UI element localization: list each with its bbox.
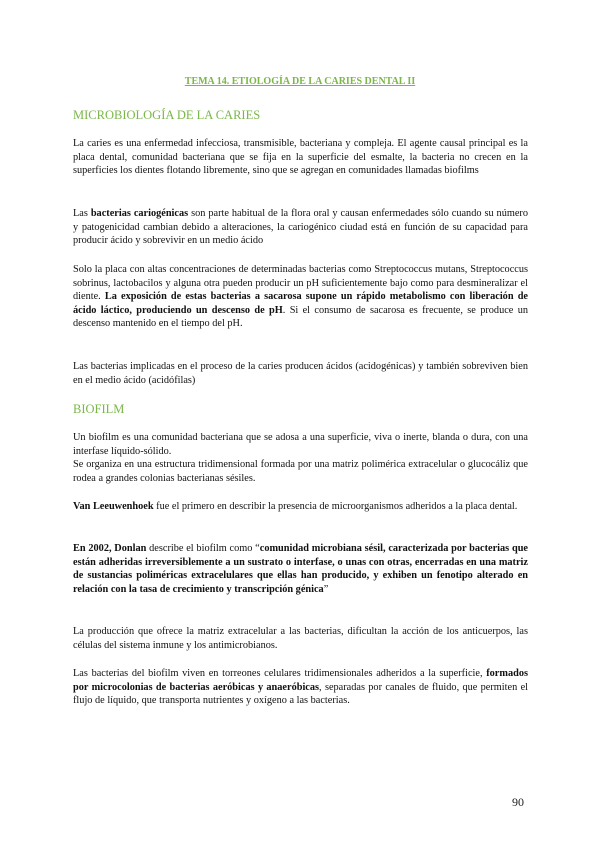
paragraph-5: Un biofilm es una comunidad bacteriana que se adosa a una superficie, viva o inerte, blanda o dura, con una interfase líquido-sólido. Se organiza en una estructura tridimensional formada por una matriz polimérica extracelular o glucocáliz que rodea a grandes colonias bacterianas sésiles. <box>73 432 528 484</box>
paragraph-2: Las bacterias cariogénicas son parte habitual de la flora oral y causan enfermedades sólo cuando su número y patogenicidad cambian debido a alteraciones, la cariogénico ciudad está en función de su capacidad para producir ácido y sobrevivir en un medio ácido <box>73 208 529 247</box>
paragraph-7: En 2002, Donlan describe el biofilm como “comunidad microbiana sésil, caracterizada por bacterias que están adheridas irreversiblemente a un sustrato o interfase, o unas con otras, encerradas en una matriz de sustancias poliméricas extracelulares que ellas han producido, y exhiben un fenotipo alterado en relación con la tasa de crecimiento y transcripción génica” <box>73 543 528 595</box>
page-number: 90 <box>512 795 524 809</box>
paragraph-3: Solo la placa con altas concentraciones de determinadas bacterias como Streptococcus mutans, Streptococcus sobrinus, lactobacilos y alguna otra pueden producir un pH suficientemente bajo como para desmineralizar el diente. La exposición de estas bacterias a sacarosa supone un rápido metabolismo con liberación de ácido láctico, produciendo un descenso de pH. Si el consumo de sacarosa es frecuente, se produce un descenso mantenido en el tiempo del pH. <box>73 264 529 330</box>
paragraph-9: Las bacterias del biofilm viven en torreones celulares tridimensionales adheridos a la superficie, formados por microcolonias de bacterias aeróbicas y anaeróbicas, separadas por canales de fluido, que permiten el flujo de líquido, que transporta nutrientes y oxígeno a las bacterias. <box>73 668 528 707</box>
section-heading-biofilm: BIOFILM <box>73 402 125 416</box>
paragraph-6: Van Leeuwenhoek fue el primero en describir la presencia de microorganismos adheridos a la placa dental. <box>73 501 518 512</box>
section-heading-microbiologia: MICROBIOLOGÍA DE LA CARIES <box>73 108 261 122</box>
paragraph-1: La caries es una enfermedad infecciosa, transmisible, bacteriana y compleja. El agente causal principal es la placa dental, comunidad bacteriana que se fija en la superficie del esmalte, la bacteria no crecen en la superficies los dientes flotando libremente, sino que se agregan en comunidades llamadas biofilms <box>73 138 528 177</box>
paragraph-8: La producción que ofrece la matriz extracelular a las bacterias, dificultan la acción de los anticuerpos, las células del sistema inmune y los antimicrobianos. <box>73 626 528 651</box>
paragraph-4: Las bacterias implicadas en el proceso de la caries producen ácidos (acidogénicas) y también sobreviven bien en el medio ácido (acidófilas) <box>73 361 528 386</box>
document-title: TEMA 14. ETIOLOGÍA DE LA CARIES DENTAL II <box>184 76 416 87</box>
